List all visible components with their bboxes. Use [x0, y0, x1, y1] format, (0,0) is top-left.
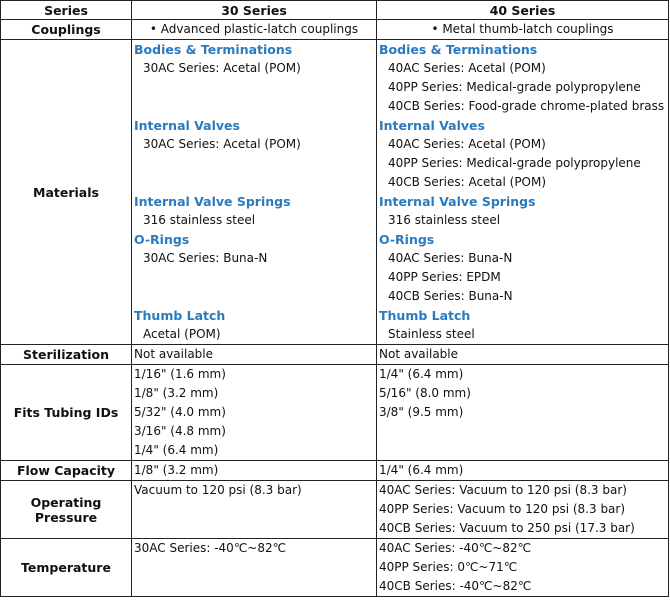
tubing-40-item: 1/4" (6.4 mm): [379, 367, 464, 381]
tubing-30-item: 5/32" (4.0 mm): [134, 405, 226, 419]
temperature-40-item: 40PP Series: 0℃~71℃: [379, 560, 518, 574]
temperature-30-item: 30AC Series: -40℃~82℃: [134, 541, 287, 555]
orings-30-item: 30AC Series: Buna-N: [143, 251, 268, 265]
couplings-30: [132, 20, 377, 40]
tubing-30-item: 1/16" (1.6 mm): [134, 367, 226, 381]
orings-40-item: 40PP Series: EPDM: [388, 270, 501, 284]
pressure-40-item: 40CB Series: Vacuum to 250 psi (17.3 bar): [379, 521, 635, 535]
temperature-40-item: 40CB Series: -40℃~82℃: [379, 579, 532, 593]
tubing-30-item: 1/8" (3.2 mm): [134, 386, 219, 400]
valves-title-30: Internal Valves: [134, 118, 240, 133]
springs-40-item: 316 stainless steel: [388, 213, 501, 227]
sterilization-40-text: Not available: [379, 347, 459, 361]
flow-row: [1, 461, 669, 481]
tubing-30-item: 3/16" (4.8 mm): [134, 424, 226, 438]
bodies-title-40: Bodies & Terminations: [379, 42, 538, 57]
bodies-40-item: 40AC Series: Acetal (POM): [388, 61, 546, 75]
latch-40-item: Stainless steel: [388, 327, 475, 341]
header-series: Series: [1, 1, 132, 20]
orings-title-30: O-Rings: [134, 232, 190, 247]
orings-title-40: O-Rings: [379, 232, 435, 247]
pressure-30: [132, 481, 377, 539]
latch-30-item: Acetal (POM): [143, 327, 221, 341]
pressure-30-item: Vacuum to 120 psi (8.3 bar): [134, 483, 302, 497]
latch-title-40: Thumb Latch: [379, 308, 471, 323]
couplings-40-text: • Metal thumb-latch couplings: [431, 22, 614, 36]
flow-40: [377, 461, 669, 481]
tubing-30-item: 1/4" (6.4 mm): [134, 443, 219, 457]
materials-40: [377, 40, 669, 345]
flow-40-text: 1/4" (6.4 mm): [379, 463, 464, 477]
tubing-label: Fits Tubing IDs: [1, 365, 132, 461]
bodies-30-item: 30AC Series: Acetal (POM): [143, 61, 301, 75]
pressure-row: [1, 481, 669, 539]
tubing-40: [377, 365, 669, 461]
sterilization-40: [377, 345, 669, 365]
orings-40-item: 40AC Series: Buna-N: [388, 251, 513, 265]
bodies-title-30: Bodies & Terminations: [134, 42, 293, 57]
couplings-row: [1, 20, 669, 40]
flow-30: [132, 461, 377, 481]
sterilization-30-text: Not available: [134, 347, 214, 361]
pressure-40-item: 40PP Series: Vacuum to 120 psi (8.3 bar): [379, 502, 626, 516]
bodies-40-item: 40CB Series: Food-grade chrome-plated brass: [388, 99, 665, 113]
couplings-30-text: • Advanced plastic-latch couplings: [149, 22, 359, 36]
orings-40-item: 40CB Series: Buna-N: [388, 289, 513, 303]
pressure-40: [377, 481, 669, 539]
temperature-40-item: 40AC Series: -40℃~82℃: [379, 541, 532, 555]
springs-title-40: Internal Valve Springs: [379, 194, 536, 209]
tubing-row: [1, 365, 669, 461]
valves-40-item: 40AC Series: Acetal (POM): [388, 137, 546, 151]
springs-30-item: 316 stainless steel: [143, 213, 256, 227]
valves-40-item: 40PP Series: Medical-grade polypropylene: [388, 156, 641, 170]
header-row: [1, 1, 669, 20]
couplings-label: Couplings: [1, 20, 132, 40]
tubing-40-item: 5/16" (8.0 mm): [379, 386, 471, 400]
valves-title-40: Internal Valves: [379, 118, 485, 133]
temperature-30: [132, 539, 377, 597]
sterilization-30: [132, 345, 377, 365]
valves-40-item: 40CB Series: Acetal (POM): [388, 175, 547, 189]
temperature-label: Temperature: [1, 539, 132, 597]
tubing-40-item: 3/8" (9.5 mm): [379, 405, 464, 419]
latch-title-30: Thumb Latch: [134, 308, 226, 323]
temperature-row: [1, 539, 669, 597]
flow-label: Flow Capacity: [1, 461, 132, 481]
tubing-30: [132, 365, 377, 461]
sterilization-label: Sterilization: [1, 345, 132, 365]
valves-30-item: 30AC Series: Acetal (POM): [143, 137, 301, 151]
temperature-40: [377, 539, 669, 597]
materials-row: [1, 40, 669, 345]
flow-30-text: 1/8" (3.2 mm): [134, 463, 219, 477]
header-40-series: 40 Series: [377, 1, 669, 20]
bodies-40-item: 40PP Series: Medical-grade polypropylene: [388, 80, 641, 94]
springs-title-30: Internal Valve Springs: [134, 194, 291, 209]
pressure-40-item: 40AC Series: Vacuum to 120 psi (8.3 bar): [379, 483, 627, 497]
couplings-40: [377, 20, 669, 40]
sterilization-row: [1, 345, 669, 365]
materials-label: Materials: [1, 40, 132, 345]
header-30-series: 30 Series: [132, 1, 377, 20]
pressure-label: Operating Pressure: [1, 481, 132, 539]
materials-30: [132, 40, 377, 345]
